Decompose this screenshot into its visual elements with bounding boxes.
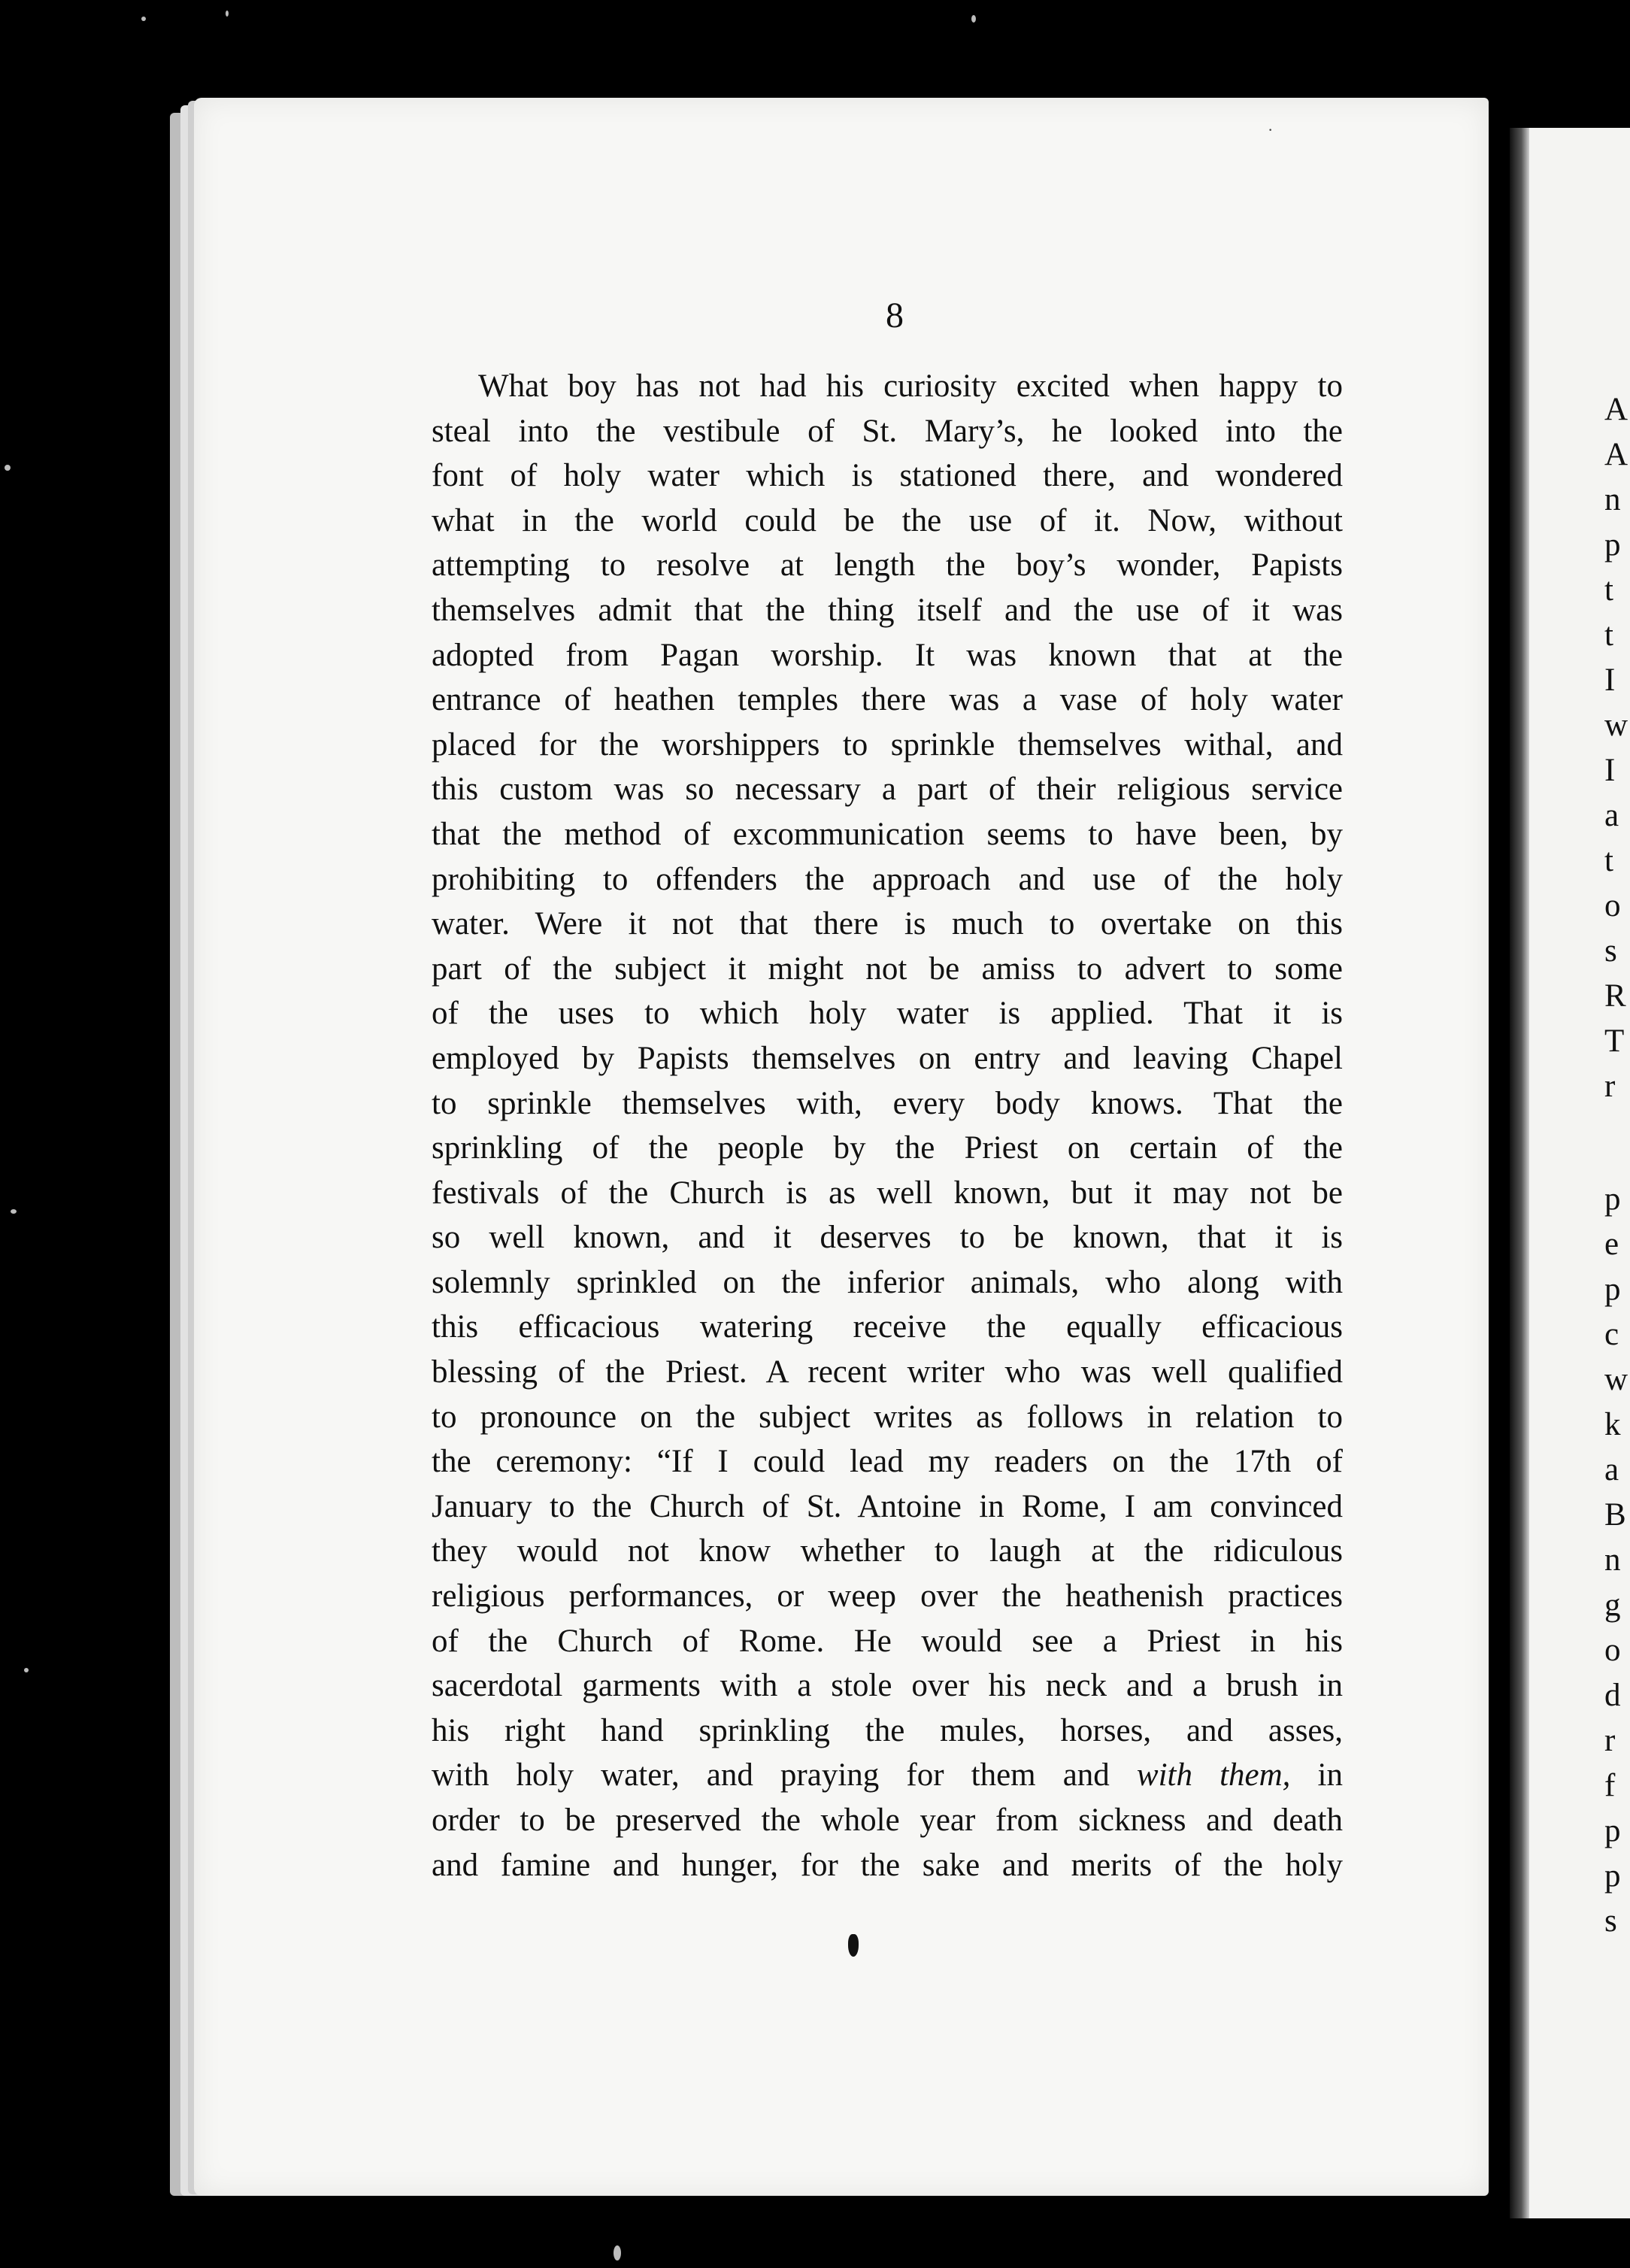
text-line: what in the world could be the use of it. Now, without: [432, 502, 1343, 538]
text-line: of the Church of Rome. He would see a Priest in his: [432, 1623, 1343, 1659]
text-line: water. Were it not that there is much to overtake on this: [432, 906, 1343, 942]
text-line: to sprinkle themselves with, every body knows. That the: [432, 1085, 1343, 1121]
scan-speck: [226, 11, 229, 17]
adjacent-page-letter: A: [1604, 437, 1628, 472]
adjacent-page-letter: p: [1604, 527, 1621, 562]
text-line: January to the Church of St. Antoine in Rome, I am convinced: [432, 1488, 1343, 1524]
text-line: steal into the vestibule of St. Mary’s, he looked into the: [432, 413, 1343, 449]
text-line: entrance of heathen temples there was a vase of holy water: [432, 682, 1343, 718]
text-line-with-emphasis: [432, 1753, 1343, 1798]
adjacent-page-letter: p: [1604, 1272, 1621, 1307]
adjacent-page-letter: k: [1604, 1407, 1621, 1442]
adjacent-page-letter: n: [1604, 1542, 1621, 1578]
adjacent-page-letter: s: [1604, 933, 1617, 969]
text-line: the ceremony: “If I could lead my readers on the 17th of: [432, 1444, 1343, 1480]
adjacent-page-letter: r: [1604, 1723, 1616, 1758]
text-line: sacerdotal garments with a stole over his neck and a brush in: [432, 1668, 1343, 1704]
text-line: attempting to resolve at length the boy’s wonder, Papists: [432, 547, 1343, 584]
text-line: blessing of the Priest. A recent writer who was well qualified: [432, 1354, 1343, 1390]
adjacent-page-letter: R: [1604, 978, 1626, 1014]
scan-speck: [971, 15, 976, 23]
text-line: and famine and hunger, for the sake and merits of the holy: [432, 1847, 1343, 1883]
scan-speck: [24, 1668, 29, 1672]
adjacent-page-letter: w: [1604, 708, 1628, 743]
text-line: What boy has not had his curiosity excited when happy to: [478, 368, 1343, 404]
adjacent-page-letter: o: [1604, 1633, 1621, 1668]
adjacent-page-letter: I: [1604, 753, 1616, 788]
text-line: themselves admit that the thing itself and the use of it was: [432, 592, 1343, 628]
book-spine-shadow: [1510, 128, 1529, 2218]
adjacent-page-letter: s: [1604, 1903, 1617, 1939]
adjacent-page-letter: n: [1604, 482, 1621, 517]
adjacent-page-letter: g: [1604, 1587, 1621, 1623]
text-line: religious performances, or weep over the heathenish practices: [432, 1578, 1343, 1615]
adjacent-page-letter: t: [1604, 843, 1613, 878]
adjacent-page-letter: w: [1604, 1362, 1628, 1397]
text-line: festivals of the Church is as well known, but it may not be: [432, 1175, 1343, 1211]
adjacent-page-letter: f: [1604, 1768, 1616, 1803]
text-line: solemnly sprinkled on the inferior animals, who along with: [432, 1264, 1343, 1300]
adjacent-page-letter: T: [1604, 1023, 1625, 1059]
emphasis-trailing-word: in: [1317, 1757, 1343, 1793]
text-line: of the uses to which holy water is applied. That it is: [432, 996, 1343, 1032]
text-line: sprinkling of the people by the Priest on certain of the: [432, 1130, 1343, 1166]
text-line: to pronounce on the subject writes as follows in relation to: [432, 1399, 1343, 1435]
text-line: that the method of excommunication seems to have been, by: [432, 816, 1343, 852]
adjacent-page-letter: d: [1604, 1678, 1621, 1713]
adjacent-page-letter: e: [1604, 1226, 1619, 1262]
adjacent-page-letter: B: [1604, 1497, 1626, 1533]
text-line: order to be preserved the whole year from sickness and death: [432, 1803, 1343, 1838]
text-line: so well known, and it deserves to be known, that it is: [432, 1220, 1343, 1256]
emphasis-phrase: with them,: [1136, 1757, 1291, 1793]
adjacent-page-letter: t: [1604, 572, 1613, 608]
text-line: font of holy water which is stationed there, and wondered: [432, 458, 1343, 494]
text-line: part of the subject it might not be amiss to advert to some: [432, 951, 1343, 987]
adjacent-page-letter: p: [1604, 1181, 1621, 1217]
adjacent-page-letter: a: [1604, 798, 1619, 833]
adjacent-page-letter: p: [1604, 1813, 1621, 1848]
text-line: this custom was so necessary a part of their religious service: [432, 772, 1343, 808]
adjacent-page-letter: o: [1604, 888, 1621, 923]
text-line: adopted from Pagan worship. It was known that at the: [432, 637, 1343, 673]
text-line: prohibiting to offenders the approach and use of the holy: [432, 861, 1343, 897]
scan-speck: [5, 465, 11, 471]
scan-speck: [141, 17, 146, 21]
adjacent-page-letter: r: [1604, 1069, 1616, 1104]
adjacent-page-letter: I: [1604, 663, 1616, 698]
corner-smudge: ·: [1268, 120, 1274, 139]
page-number: 8: [886, 296, 904, 335]
text-line: employed by Papists themselves on entry and leaving Chapel: [432, 1040, 1343, 1076]
scan-speck: [614, 2245, 621, 2260]
adjacent-page-letter: c: [1604, 1317, 1619, 1352]
adjacent-page-letter: A: [1604, 392, 1628, 427]
scan-speck: [11, 1209, 17, 1214]
page-body-text: [432, 364, 1343, 1887]
text-line-start: with holy water, and praying for them and: [432, 1757, 1110, 1793]
text-line: his right hand sprinkling the mules, horses, and asses,: [432, 1712, 1343, 1748]
adjacent-page-letter: a: [1604, 1452, 1619, 1487]
adjacent-page-letter: t: [1604, 617, 1613, 653]
ink-blot: [848, 1934, 859, 1957]
adjacent-page-letter: p: [1604, 1858, 1621, 1894]
text-line: placed for the worshippers to sprinkle themselves withal, and: [432, 726, 1343, 763]
text-line: they would not know whether to laugh at the ridiculous: [432, 1533, 1343, 1569]
text-line: this efficacious watering receive the equally efficacious: [432, 1309, 1343, 1345]
